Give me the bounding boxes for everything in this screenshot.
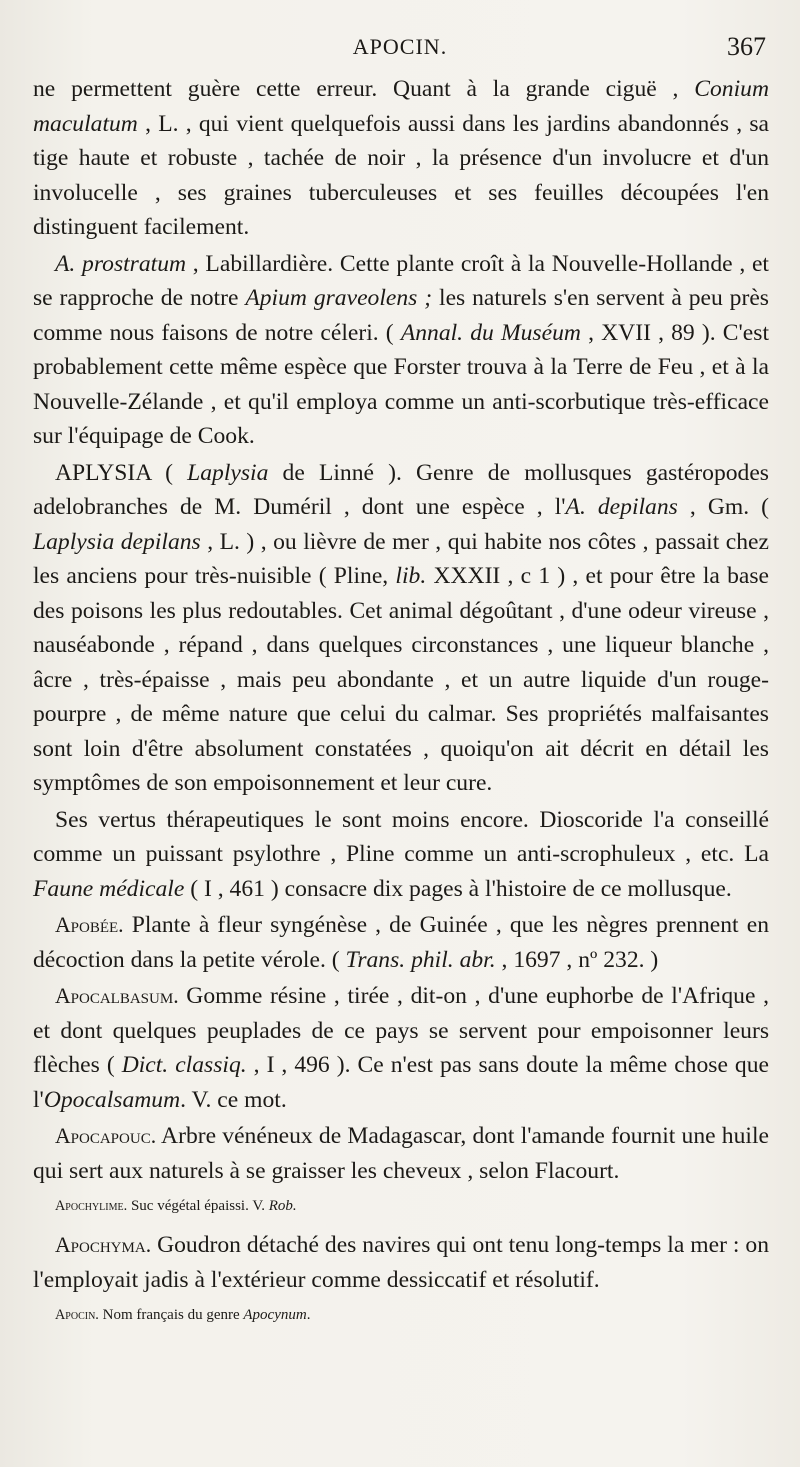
paragraph-conium <box>33 72 769 245</box>
italic-run: A. depilans <box>565 494 678 520</box>
italic-run: Conium maculatum <box>33 76 769 137</box>
note-apocin <box>55 1303 769 1327</box>
italic-run: Laplysia depilans <box>33 528 201 555</box>
text-run: , Gm. ( <box>677 494 769 520</box>
text-run: , XVII , 89 ). C'est probablement cette même espèce que Forster trouva à la Terre de Feu , et à la Nouvelle-Zélande , et qu'il employa comme un anti-scorbutique très-efficace sur l'équipage de Cook. <box>33 319 769 449</box>
italic-run: Opocalsamum <box>43 1086 181 1113</box>
text-run: les naturels s'en servent à peu près comme nous faisons de notre céleri. ( <box>33 285 769 346</box>
paragraph-aplysia-vertus <box>33 803 769 907</box>
text-run: . V. ce mot. <box>180 1086 287 1113</box>
text-run: Nom français du genre <box>98 1307 244 1323</box>
text-run: Ses vertus thérapeutiques le sont moins encore. Dioscoride l'a conseillé comme un puissant psylothre , Pline comme un anti-scrophuleux , etc. La <box>33 806 769 867</box>
text-run: , L. ) , ou lièvre de mer , qui habite nos côtes , passait chez les anciens pour très-nuisible ( Pline, <box>33 528 769 589</box>
italic-run: Dict. classiq. <box>121 1052 247 1078</box>
text-run: ( I , 461 ) consacre dix pages à l'histoire de ce mollusque. <box>184 875 732 902</box>
entry-apocapouc <box>33 1119 769 1188</box>
note-apochylime <box>55 1194 769 1218</box>
page-body <box>33 72 769 1337</box>
text-run: Suc végétal épaissi. V. <box>127 1198 269 1214</box>
entry-term: Apocapouc. <box>55 1124 157 1148</box>
italic-run: Faune médicale <box>33 875 185 902</box>
text-run: Gomme résine , tirée , dit-on , d'une euphorbe de l'Afrique , et dont quelques peuplades de ce pays se servent pour empoisonner leurs flèches ( <box>33 983 769 1078</box>
entry-term: A. prostratum <box>55 250 187 277</box>
entry-apobee <box>33 908 769 977</box>
italic-run: Rob. <box>268 1198 297 1214</box>
text-run: ne permettent guère cette erreur. Quant à la grande ciguë , <box>33 76 695 102</box>
entry-aplysia <box>33 456 769 801</box>
entry-apium-prostratum <box>33 247 769 454</box>
text-run: XXXII , c 1 ) , et pour être la base des poisons les plus redoutables. Cet animal dégoûtant , d'une odeur vireuse , nauséabonde , répand , dans quelques circonstances , une liqueur blanche , âcre , très-épaisse , mais peu abondante , et un autre liquide d'un rouge-pourpre , de même nature que celui du calmar. Ses propriétés malfaisantes sont loin d'être absolument constatées , quoiqu'on ait décrit en détail les symptômes de son empoisonnement et leur cure. <box>33 563 769 796</box>
entry-apocalbasum <box>33 979 769 1117</box>
italic-run: Apium graveolens ; <box>245 285 433 311</box>
entry-term: Apobée. <box>55 913 124 937</box>
running-head <box>0 32 800 72</box>
italic-run: lib. <box>395 563 427 589</box>
page-number: 367 <box>727 32 766 61</box>
entry-term: Apocalbasum. <box>55 984 179 1008</box>
entry-term: Apochylime. <box>55 1198 128 1214</box>
text-run: APLYSIA ( <box>55 459 188 486</box>
italic-run: Trans. phil. abr. <box>345 946 496 973</box>
text-run: Arbre vénéneux de Madagascar, dont l'amande fournit une huile qui sert aux naturels à se graisser les cheveux , selon Flacourt. <box>33 1123 769 1184</box>
entry-term: Apochyma. <box>55 1233 152 1257</box>
text-run: , I , 496 ). Ce n'est pas sans doute la même chose que l' <box>33 1052 769 1113</box>
text-run: Goudron détaché des navires qui ont tenu long-temps la mer : on l'employait jadis à l'extérieur comme dessiccatif et résolutif. <box>33 1232 769 1293</box>
text-run: , Labillardière. Cette plante croît à la Nouvelle-Hollande , et se rapproche de notre <box>33 250 769 311</box>
entry-apochyma <box>33 1228 769 1297</box>
running-title: APOCIN. <box>352 34 448 59</box>
text-run: , L. , qui vient quelquefois aussi dans les jardins abandonnés , sa tige haute et robuste , tachée de noir , la présence d'un involucre et d'un involucelle , ses graines tuberculeuses et ses feuilles découpées l'en distinguent facilement. <box>33 110 769 240</box>
text-run: Plante à fleur syngénèse , de Guinée , que les nègres prennent en décoction dans la petite vérole. ( <box>33 912 769 973</box>
entry-term: Apocin. <box>55 1307 99 1323</box>
italic-run: Laplysia <box>187 459 269 486</box>
italic-run: Apocynum <box>243 1307 307 1323</box>
text-run: , 1697 , nº 232. ) <box>495 946 659 973</box>
text-run: . <box>306 1307 311 1323</box>
italic-run: Annal. du Muséum <box>400 319 581 346</box>
text-run: de Linné ). Genre de mollusques gastéropodes adelobranches de M. Duméril , dont une espèce , l' <box>33 459 769 520</box>
